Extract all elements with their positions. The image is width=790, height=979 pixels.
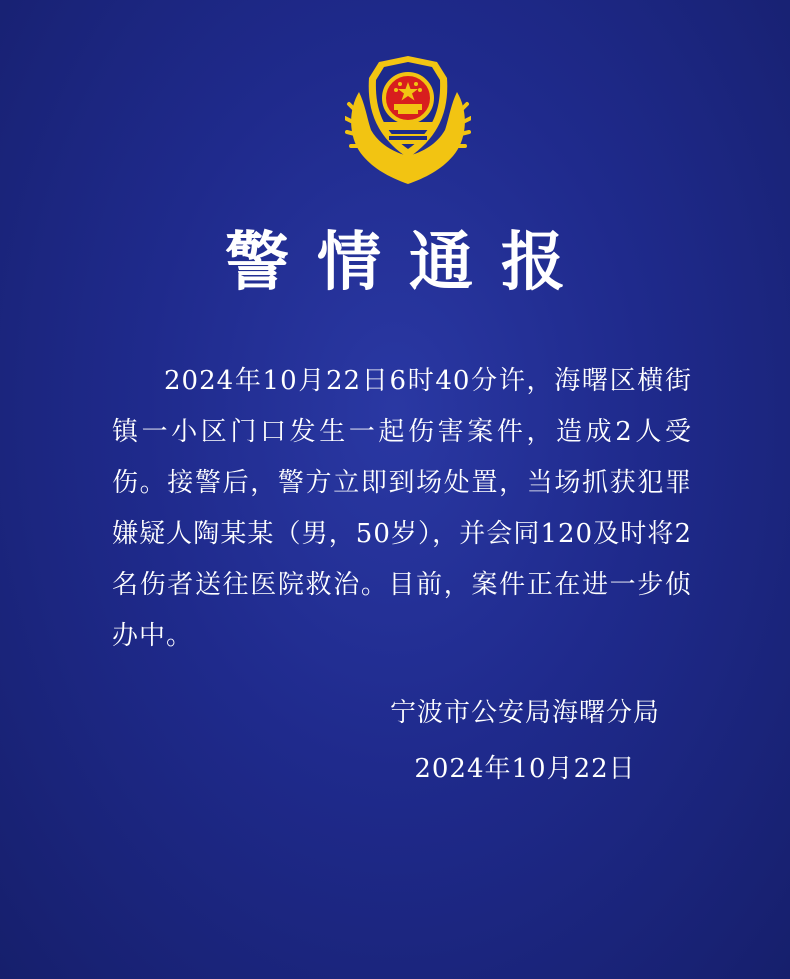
issuer-name: 宁波市公安局海曙分局: [389, 698, 660, 728]
notice-title: 警情通报: [225, 226, 593, 300]
police-emblem-icon: [345, 52, 471, 190]
notice-body: 2024年10月22日6时40分许，海曙区横街镇一小区门口发生一起伤害案件，造成2人受伤。接警后，警方立即到场处置，当场抓获犯罪嫌疑人陶某某（男，50岁），并会同120及时将2名伤者送往医院救治。目前，案件正在进一步侦办中。: [112, 366, 692, 651]
issue-date: 2024年10月22日: [414, 754, 636, 784]
